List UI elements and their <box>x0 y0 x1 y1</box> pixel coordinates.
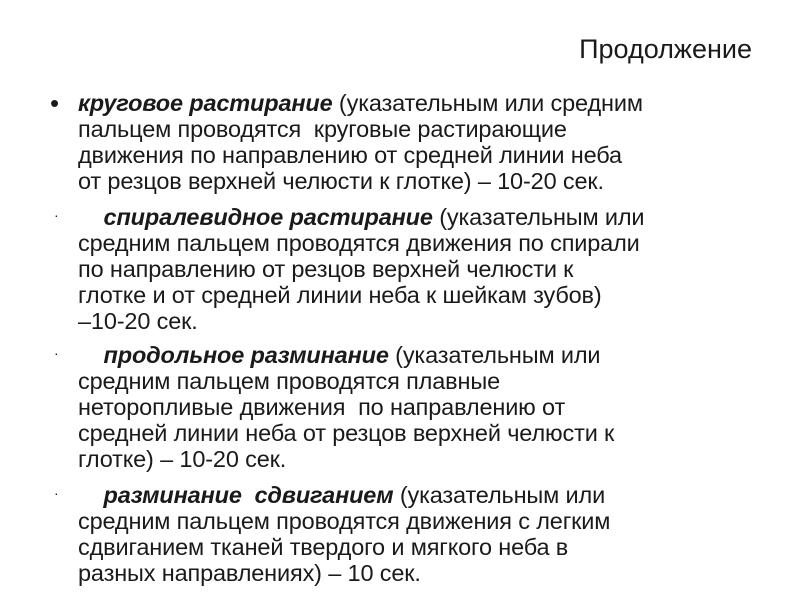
item-first-rest: (указательным или <box>393 482 606 508</box>
item-indent <box>78 342 104 368</box>
item-term: спиралевидное растирание <box>103 204 433 230</box>
bullet-marker: · <box>54 485 59 501</box>
item-first-line <box>78 204 768 230</box>
list-item-shift-kneading <box>78 482 768 586</box>
item-line: движения по направлению от средней линии неба <box>78 142 622 168</box>
item-first-rest: (указательным или средним <box>332 90 643 116</box>
item-indent <box>78 204 104 230</box>
list-item-spiral-rubbing <box>78 204 768 334</box>
item-term: разминание сдвиганием <box>103 482 394 508</box>
item-first-rest: (указательным или <box>432 204 645 230</box>
item-term: круговое растирание <box>78 90 333 116</box>
bullet-marker: • <box>50 88 60 118</box>
slide-title: Продолжение <box>579 34 752 64</box>
bullet-marker: · <box>54 207 59 223</box>
item-term: продольное разминание <box>103 342 389 368</box>
item-first-line <box>78 342 768 368</box>
list-item-circular-rubbing <box>78 90 768 194</box>
item-first-rest: (указательным или <box>388 342 601 368</box>
item-first-line <box>78 482 768 508</box>
item-line: –10-20 сек. <box>78 308 198 334</box>
item-line: средним пальцем проводятся движения по спирали <box>78 230 640 256</box>
item-line: глотке) – 10-20 сек. <box>78 446 287 472</box>
item-line: по направлению от резцов верхней челюсти к <box>78 256 574 282</box>
item-line: разных направлениях) – 10 сек. <box>78 560 421 586</box>
list-item-longitudinal-kneading <box>78 342 768 472</box>
item-line: средним пальцем проводятся плавные <box>78 368 500 394</box>
item-line: от резцов верхней челюсти к глотке) – 10-20 сек. <box>78 168 604 194</box>
item-line: сдвиганием тканей твердого и мягкого неба в <box>78 534 569 560</box>
item-line: глотке и от средней линии неба к шейкам зубов) <box>78 282 602 308</box>
item-line: средним пальцем проводятся движения с легким <box>78 508 611 534</box>
item-indent <box>78 482 104 508</box>
item-line: неторопливые движения по направлению от <box>78 394 566 420</box>
item-line: средней линии неба от резцов верхней челюсти к <box>78 420 615 446</box>
bullet-marker: · <box>54 345 59 361</box>
item-line: пальцем проводятся круговые растирающие <box>78 116 567 142</box>
item-first-line <box>78 90 768 116</box>
